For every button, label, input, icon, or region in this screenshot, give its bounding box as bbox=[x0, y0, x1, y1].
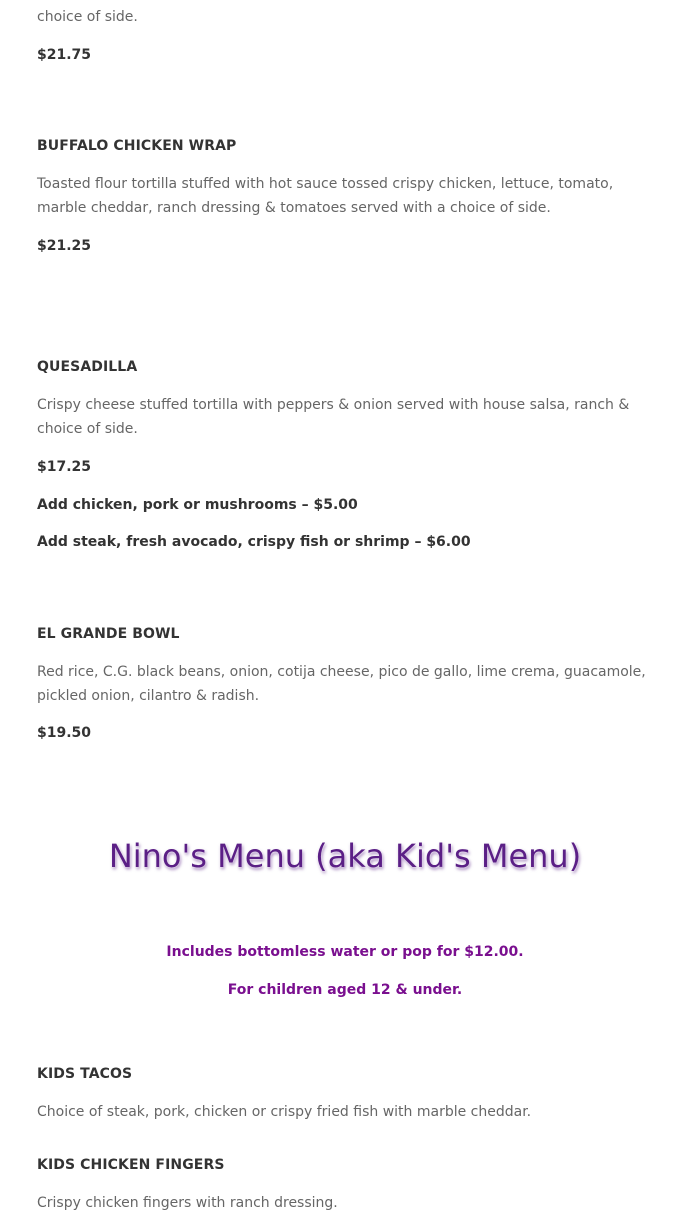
item-description-kids-tacos: Choice of steak, pork, chicken or crispy fried fish with marble cheddar. bbox=[37, 1104, 532, 1120]
kids-menu-note-age: For children aged 12 & under. bbox=[227, 982, 463, 998]
item-price: $21.75 bbox=[37, 47, 92, 63]
item-title-kids-chicken-fingers: KIDS CHICKEN FINGERS bbox=[37, 1157, 225, 1173]
addon-option: Add steak, fresh avocado, crispy fish or shrimp – $6.00 bbox=[37, 534, 471, 550]
kids-menu-note-drinks: Includes bottomless water or pop for $12.00. bbox=[166, 944, 524, 960]
item-title-kids-tacos: KIDS TACOS bbox=[37, 1066, 133, 1082]
addon-option: Add chicken, pork or mushrooms – $5.00 bbox=[37, 497, 358, 513]
item-description-buffalo-chicken-wrap: Toasted flour tortilla stuffed with hot sauce tossed crispy chicken, lettuce, tomato, marble cheddar, ranch dressing & tomatoes served with a choice of side. bbox=[37, 176, 614, 216]
item-price-el-grande-bowl: $19.50 bbox=[37, 725, 92, 741]
item-description-kids-chicken-fingers: Crispy chicken fingers with ranch dressing. bbox=[37, 1195, 338, 1211]
item-description-partial: choice of side. bbox=[37, 9, 138, 25]
item-title-el-grande-bowl: EL GRANDE BOWL bbox=[37, 626, 180, 642]
item-price-buffalo-chicken-wrap: $21.25 bbox=[37, 238, 92, 254]
item-title-quesadilla: QUESADILLA bbox=[37, 359, 138, 375]
item-description-el-grande-bowl: Red rice, C.G. black beans, onion, cotija cheese, pico de gallo, lime crema, guacamole, pickled onion, cilantro & radish. bbox=[37, 664, 646, 704]
kids-menu-heading: Nino's Menu (aka Kid's Menu) bbox=[108, 837, 582, 875]
item-price-quesadilla: $17.25 bbox=[37, 459, 92, 475]
item-description-quesadilla: Crispy cheese stuffed tortilla with peppers & onion served with house salsa, ranch & choice of side. bbox=[37, 397, 630, 437]
item-title-buffalo-chicken-wrap: BUFFALO CHICKEN WRAP bbox=[37, 138, 237, 154]
